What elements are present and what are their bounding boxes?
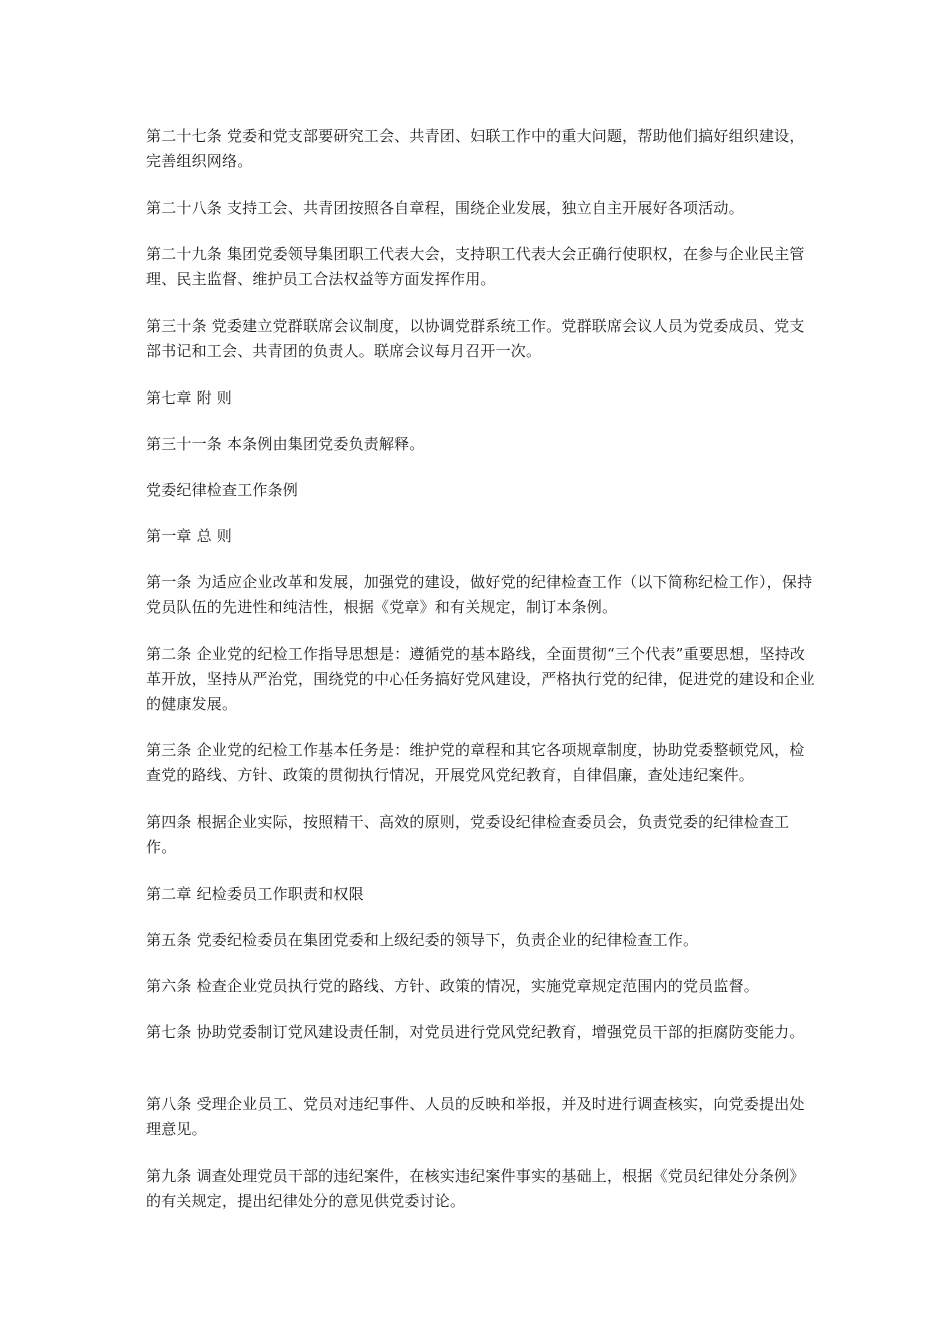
chapter-heading-1: 第一章 总 则	[146, 527, 232, 545]
paragraph-article-27: 第二十七条 党委和党支部要研究工会、共青团、妇联工作中的重大问题，帮助他们搞好组织建设，完善组织网络。	[146, 127, 805, 170]
paragraph-article-3: 第三条 企业党的纪检工作基本任务是：维护党的章程和其它各项规章制度，协助党委整顿党风，检查党的路线、方针、政策的贯彻执行情况，开展党风党纪教育，自律倡廉，查处违纪案件。	[146, 741, 805, 784]
paragraph-article-31: 第三十一条 本条例由集团党委负责解释。	[146, 435, 425, 453]
paragraph-article-29: 第二十九条 集团党委领导集团职工代表大会，支持职工代表大会正确行使职权，在参与企业民主管理、民主监督、维护员工合法权益等方面发挥作用。	[146, 245, 805, 288]
paragraph-article-6: 第六条 检查企业党员执行党的路线、方针、政策的情况，实施党章规定范围内的党员监督。	[146, 977, 759, 995]
paragraph-article-8: 第八条 受理企业员工、党员对违纪事件、人员的反映和举报，并及时进行调查核实，向党委提出处理意见。	[146, 1095, 805, 1138]
paragraph-article-7: 第七条 协助党委制订党风建设责任制，对党员进行党风党纪教育，增强党员干部的拒腐防变能力。	[146, 1023, 805, 1041]
paragraph-article-9: 第九条 调查处理党员干部的违纪案件，在核实违纪案件事实的基础上，根据《党员纪律处分条例》的有关规定，提出纪律处分的意见供党委讨论。	[146, 1167, 805, 1210]
paragraph-article-28: 第二十八条 支持工会、共青团按照各自章程，围绕企业发展，独立自主开展好各项活动。	[146, 199, 744, 217]
paragraph-article-2: 第二条 企业党的纪检工作指导思想是：遵循党的基本路线，全面贯彻“三个代表”重要思想，坚持改革开放，坚持从严治党，围绕党的中心任务搞好党风建设，严格执行党的纪律，促进党的建设和企业的健康发展。	[146, 645, 815, 713]
paragraph-article-4: 第四条 根据企业实际，按照精干、高效的原则，党委设纪律检查委员会，负责党委的纪律检查工作。	[146, 813, 790, 856]
section-title: 党委纪律检查工作条例	[146, 481, 299, 499]
paragraph-article-30: 第三十条 党委建立党群联席会议制度，以协调党群系统工作。党群联席会议人员为党委成员、党支部书记和工会、共青团的负责人。联席会议每月召开一次。	[146, 317, 805, 360]
chapter-heading-7: 第七章 附 则	[146, 389, 232, 407]
chapter-heading-2: 第二章 纪检委员工作职责和权限	[146, 885, 364, 903]
paragraph-article-5: 第五条 党委纪检委员在集团党委和上级纪委的领导下，负责企业的纪律检查工作。	[146, 931, 699, 949]
paragraph-article-1: 第一条 为适应企业改革和发展，加强党的建设，做好党的纪律检查工作（以下简称纪检工作），保持党员队伍的先进性和纯洁性，根据《党章》和有关规定，制订本条例。	[146, 573, 813, 616]
